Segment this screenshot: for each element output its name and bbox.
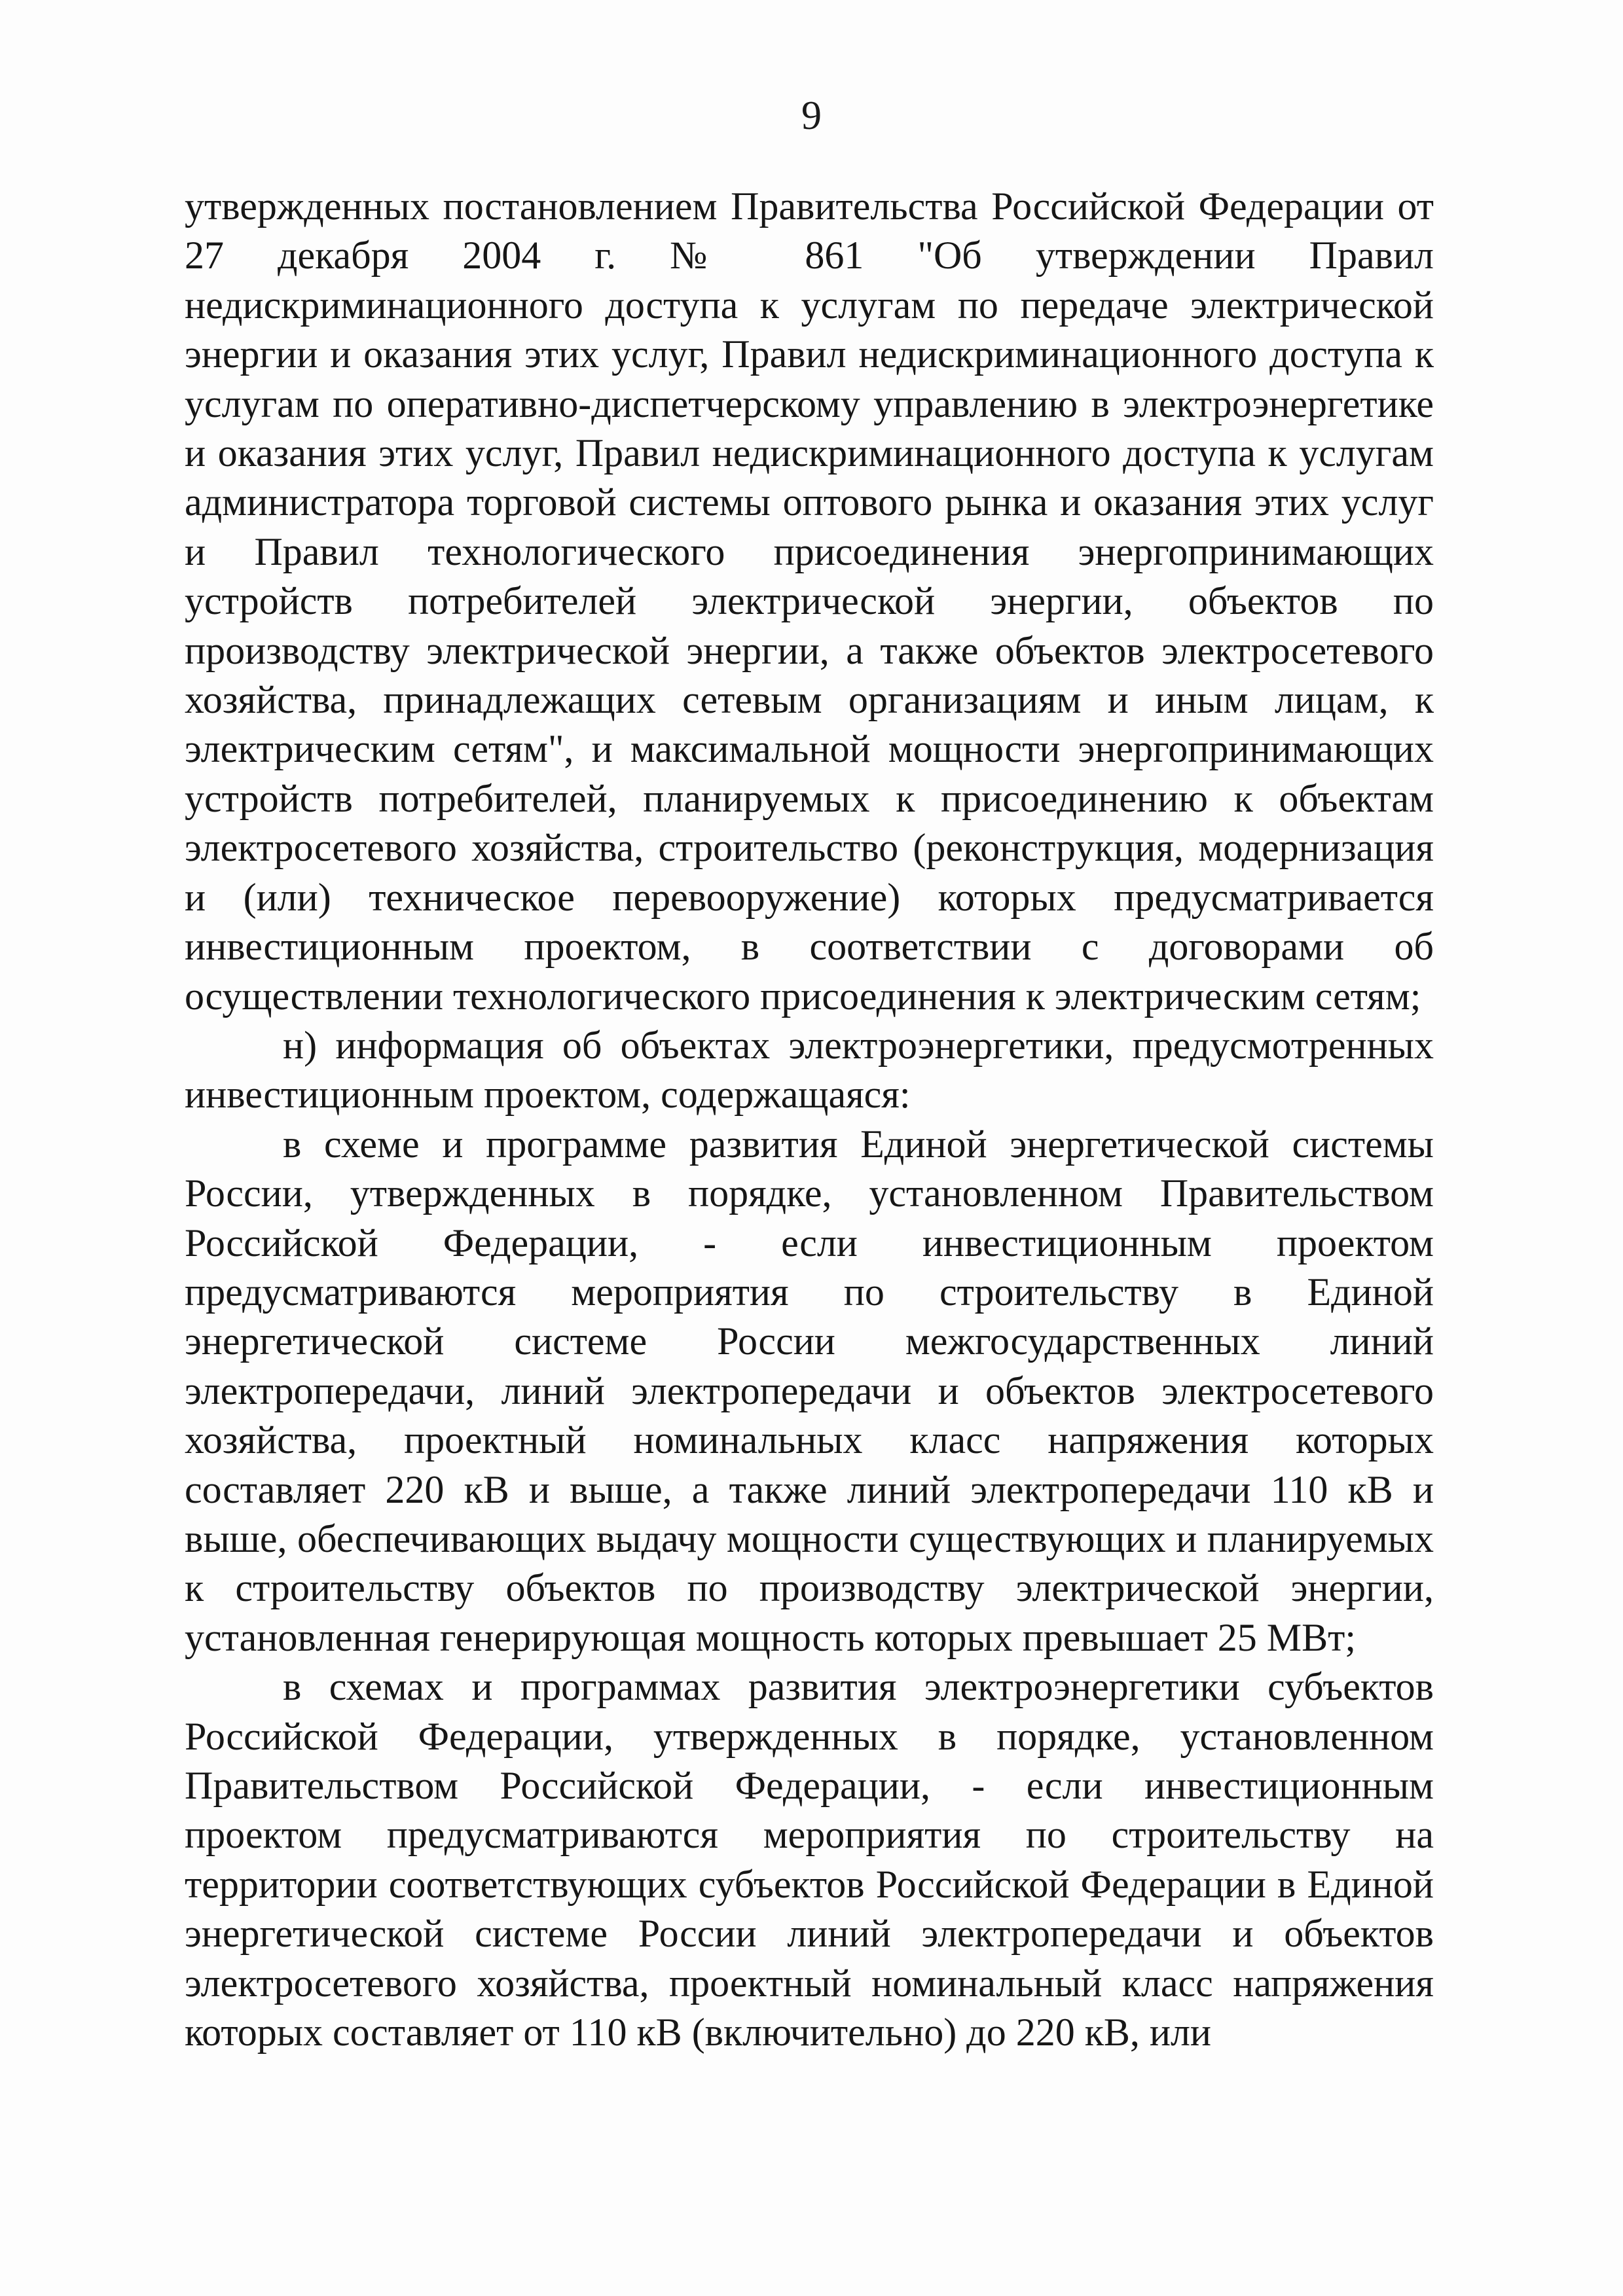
- paragraph-continuation: утвержденных постановлением Правительства Российской Федерации от 27 декабря 2004 г. № 861 "Об утверждении Правил недискриминационного доступа к услугам по передаче электрической энергии и оказания этих услуг, Правил недискриминационного доступа к услугам по оперативно-диспетчерскому управлению в электроэнергетике и оказания этих услуг, Правил недискриминационного доступа к услугам администратора торговой системы оптового рынка и оказания этих услуг и Правил технологического присоединения энергопринимающих устройств потребителей электрической энергии, объектов по производству электрической энергии, а также объектов электросетевого хозяйства, принадлежащих сетевым организациям и иным лицам, к электрическим сетям", и максимальной мощности энергопринимающих устройств потребителей, планируемых к присоединению к объектам электросетевого хозяйства, строительство (реконструкция, модернизация и (или) техническое перевооружение) которых предусматривается инвестиционным проектом, в соответствии с договорами об осуществлении технологического присоединения к электрическим сетям;: [185, 185, 1434, 1018]
- paragraph-regional-scheme: в схемах и программах развития электроэнергетики субъектов Российской Федерации, утвержденных в порядке, установленном Правительством Российской Федерации, - если инвестиционным проектом предусматриваются мероприятия по строительству на территории соответствующих субъектов Российской Федерации в Единой энергетической системе России линий электропередачи и объектов электросетевого хозяйства, проектный номинальный класс напряжения которых составляет от 110 кВ (включительно) до 220 кВ, или: [185, 1665, 1434, 2054]
- page-number: 9: [801, 94, 822, 138]
- paragraph-ees-scheme: в схеме и программе развития Единой энергетической системы России, утвержденных в порядке, установленном Правительством Российской Федерации, - если инвестиционным проектом предусматриваются мероприятия по строительству в Единой энергетической системе России межгосударственных линий электропередачи, линий электропередачи и объектов электросетевого хозяйства, проектный номинальных класс напряжения которых составляет 220 кВ и выше, а также линий электропередачи 110 кВ и выше, обеспечивающих выдачу мощности существующих и планируемых к строительству объектов по производству электрической энергии, установленная генерирующая мощность которых превышает 25 МВт;: [185, 1122, 1434, 1659]
- paragraph-item-n: н) информация об объектах электроэнергетики, предусмотренных инвестиционным проектом, содержащаяся:: [185, 1023, 1434, 1117]
- document-body: [185, 182, 1434, 2057]
